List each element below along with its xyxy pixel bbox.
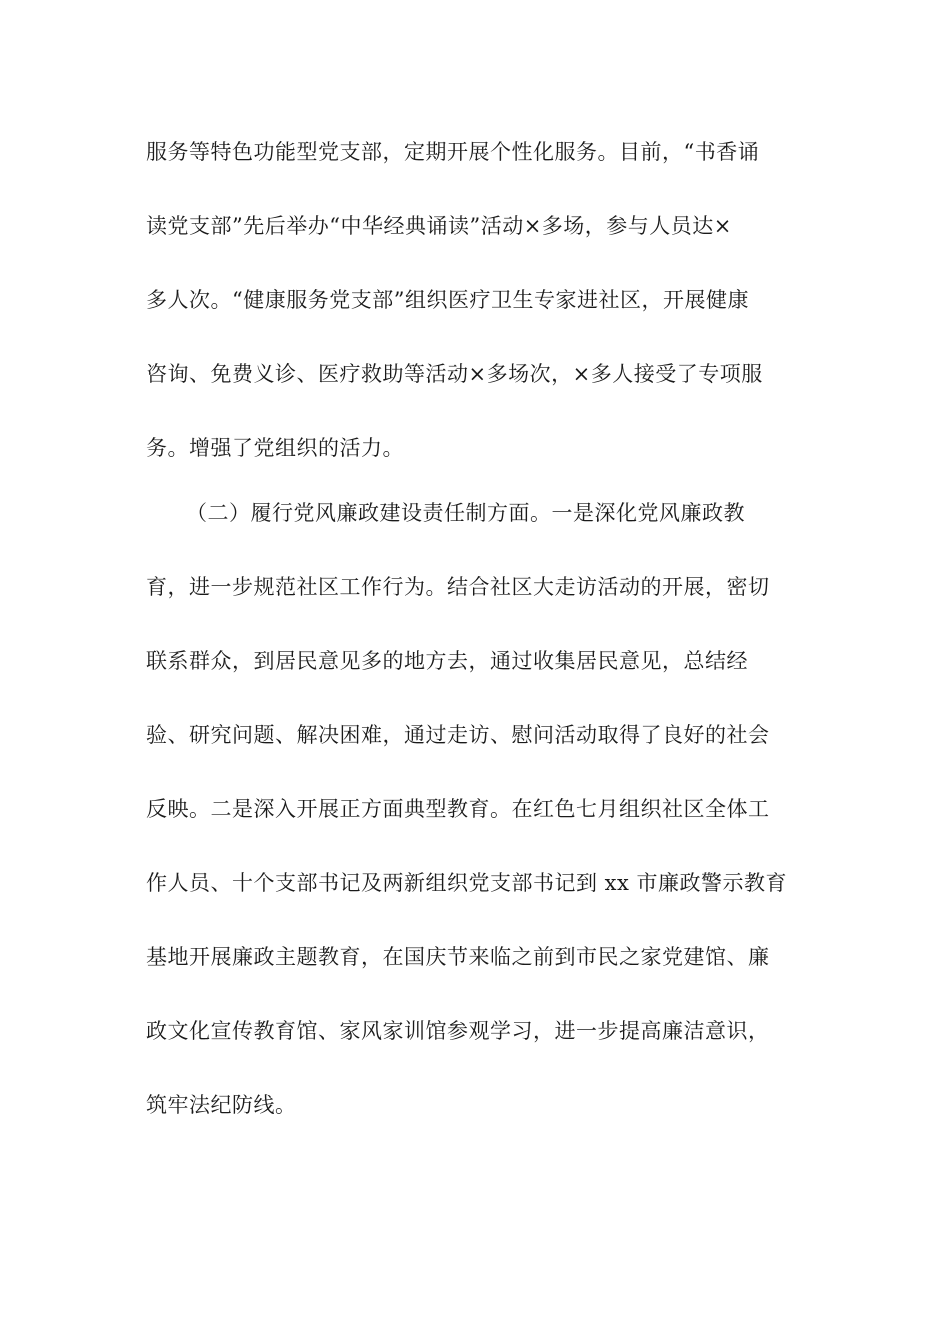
paragraph-line: 多人次。“健康服务党支部”组织医疗卫生专家进社区，开展健康 [146,288,749,312]
paragraph-line: 验、研究问题、解决困难，通过走访、慰问活动取得了良好的社会 [146,723,770,747]
paragraph-line: 服务等特色功能型党支部，定期开展个性化服务。目前，“书香诵 [146,140,760,164]
paragraph-line: 政文化宣传教育馆、家风家训馆参观学习，进一步提高廉洁意识， [146,1019,770,1043]
paragraph-line: 务。增强了党组织的活力。 [146,436,404,460]
paragraph-line: 反映。二是深入开展正方面典型教育。在红色七月组织社区全体工 [146,797,770,821]
paragraph-line: 基地开展廉政主题教育，在国庆节来临之前到市民之家党建馆、廉 [146,945,770,969]
section-heading-line: （二）履行党风廉政建设责任制方面。一是深化党风廉政教 [186,501,745,525]
paragraph-line: 作人员、十个支部书记及两新组织党支部书记到 xx 市廉政警示教育 [146,871,788,895]
paragraph-line: 筑牢法纪防线。 [146,1093,297,1117]
paragraph-line: 咨询、免费义诊、医疗救助等活动×多场次，×多人接受了专项服 [146,362,763,386]
paragraph-line: 育，进一步规范社区工作行为。结合社区大走访活动的开展，密切 [146,575,770,599]
paragraph-line: 联系群众，到居民意见多的地方去，通过收集居民意见，总结经 [146,649,748,673]
paragraph-line: 读党支部”先后举办“中华经典诵读”活动×多场，参与人员达× [146,214,732,238]
